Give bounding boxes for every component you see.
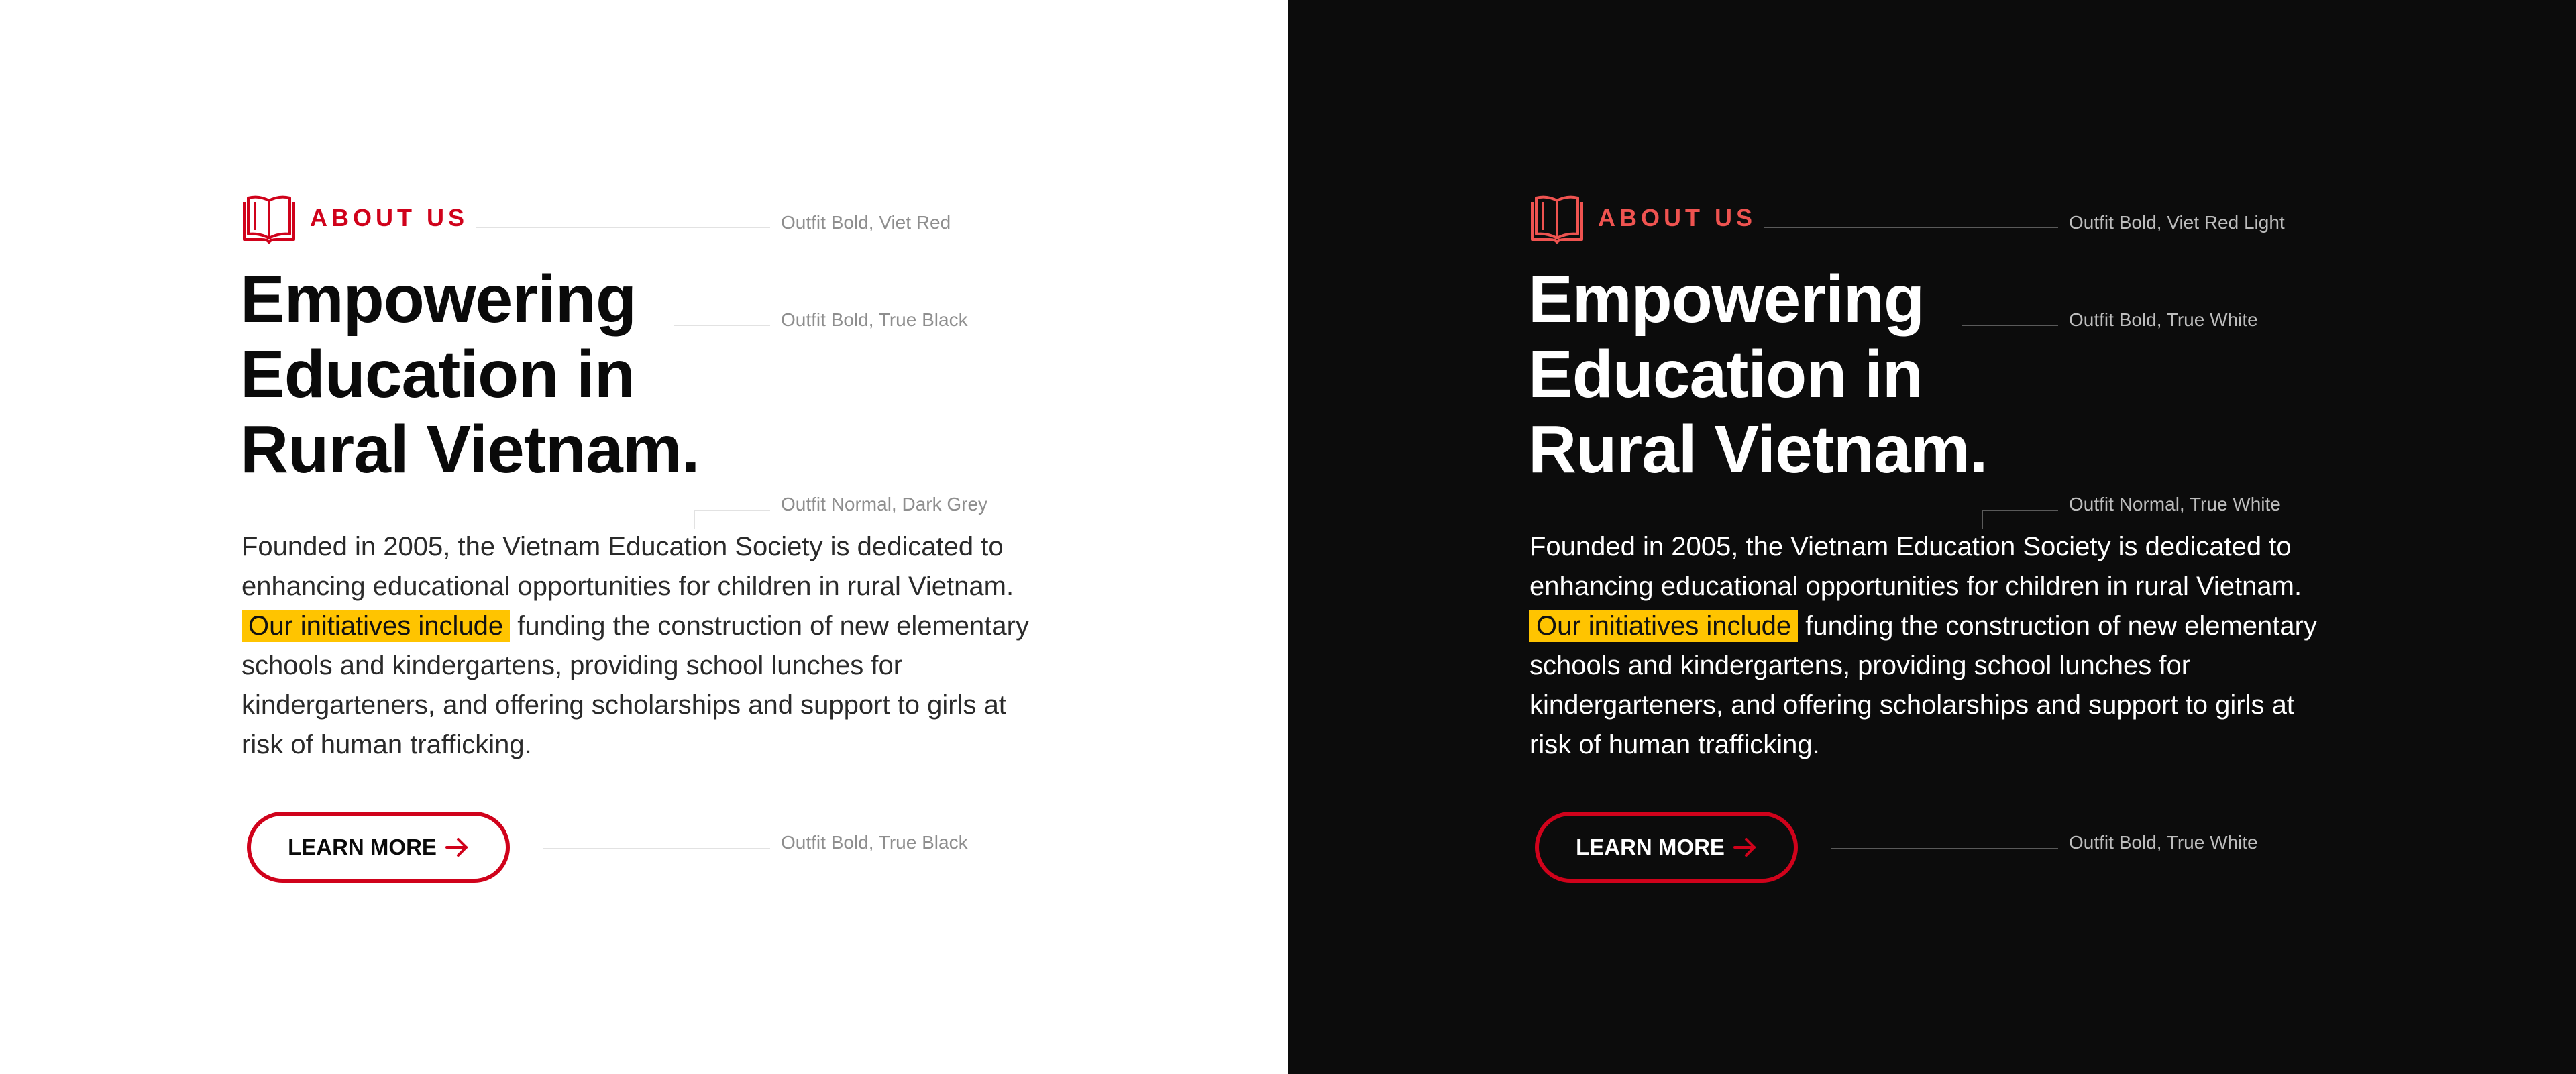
annotation-leader-line	[694, 510, 695, 529]
arrow-right-icon	[445, 837, 469, 857]
button-font-note: Outfit Bold, True White	[2069, 832, 2258, 853]
dark-theme-panel	[1288, 0, 2576, 1074]
annotation-leader-line	[543, 848, 770, 849]
body-font-note: Outfit Normal, True White	[2069, 494, 2281, 515]
annotation-leader-line	[1962, 325, 2058, 326]
about-description	[1529, 527, 2321, 765]
about-description	[241, 527, 1033, 765]
heading-font-note: Outfit Bold, True White	[2069, 309, 2258, 330]
open-book-icon	[241, 193, 297, 244]
eyebrow-font-note: Outfit Bold, Viet Red Light	[2069, 212, 2285, 233]
title-line: Rural Vietnam.	[1528, 412, 1988, 487]
annotation-leader-line	[694, 510, 770, 511]
section-eyebrow	[241, 191, 468, 245]
annotation-leader-line	[1982, 510, 1983, 529]
button-label: LEARN MORE	[288, 835, 437, 859]
heading-font-note: Outfit Bold, True Black	[781, 309, 968, 330]
section-eyebrow	[1529, 191, 1756, 245]
highlighted-phrase: Our initiatives include	[241, 610, 510, 642]
button-label: LEARN MORE	[1576, 835, 1725, 859]
annotation-leader-line	[1764, 227, 2058, 228]
description-text: funding the construction of new elementary schools and kindergartens, providing school lunches for kindergarteners, and offering scholarships and support to girls at risk of human trafficking.	[1529, 611, 2317, 759]
learn-more-button[interactable]	[1535, 812, 1798, 883]
description-text: Founded in 2005, the Vietnam Education Society is dedicated to enhancing educational opportunities for children in rural Vietnam.	[241, 532, 1014, 601]
eyebrow-label: ABOUT US	[310, 204, 468, 231]
page-title	[1528, 262, 1987, 487]
eyebrow-font-note: Outfit Bold, Viet Red	[781, 212, 951, 233]
eyebrow-label: ABOUT US	[1598, 204, 1756, 231]
title-line: Education in	[240, 337, 635, 412]
description-text: funding the construction of new elementary schools and kindergartens, providing school lunches for kindergarteners, and offering scholarships and support to girls at risk of human trafficking.	[241, 611, 1029, 759]
button-font-note: Outfit Bold, True Black	[781, 832, 968, 853]
annotation-leader-line	[1982, 510, 2058, 511]
title-line: Empowering	[240, 262, 637, 337]
description-text: Founded in 2005, the Vietnam Education Society is dedicated to enhancing educational opportunities for children in rural Vietnam.	[1529, 532, 2302, 601]
title-line: Rural Vietnam.	[240, 412, 700, 487]
title-line: Education in	[1528, 337, 1923, 412]
annotation-leader-line	[674, 325, 770, 326]
highlighted-phrase: Our initiatives include	[1529, 610, 1798, 642]
annotation-leader-line	[1831, 848, 2058, 849]
open-book-icon	[1529, 193, 1585, 244]
title-line: Empowering	[1528, 262, 1925, 337]
annotation-leader-line	[476, 227, 770, 228]
page-title	[240, 262, 699, 487]
learn-more-button[interactable]	[247, 812, 510, 883]
body-font-note: Outfit Normal, Dark Grey	[781, 494, 988, 515]
arrow-right-icon	[1733, 837, 1757, 857]
